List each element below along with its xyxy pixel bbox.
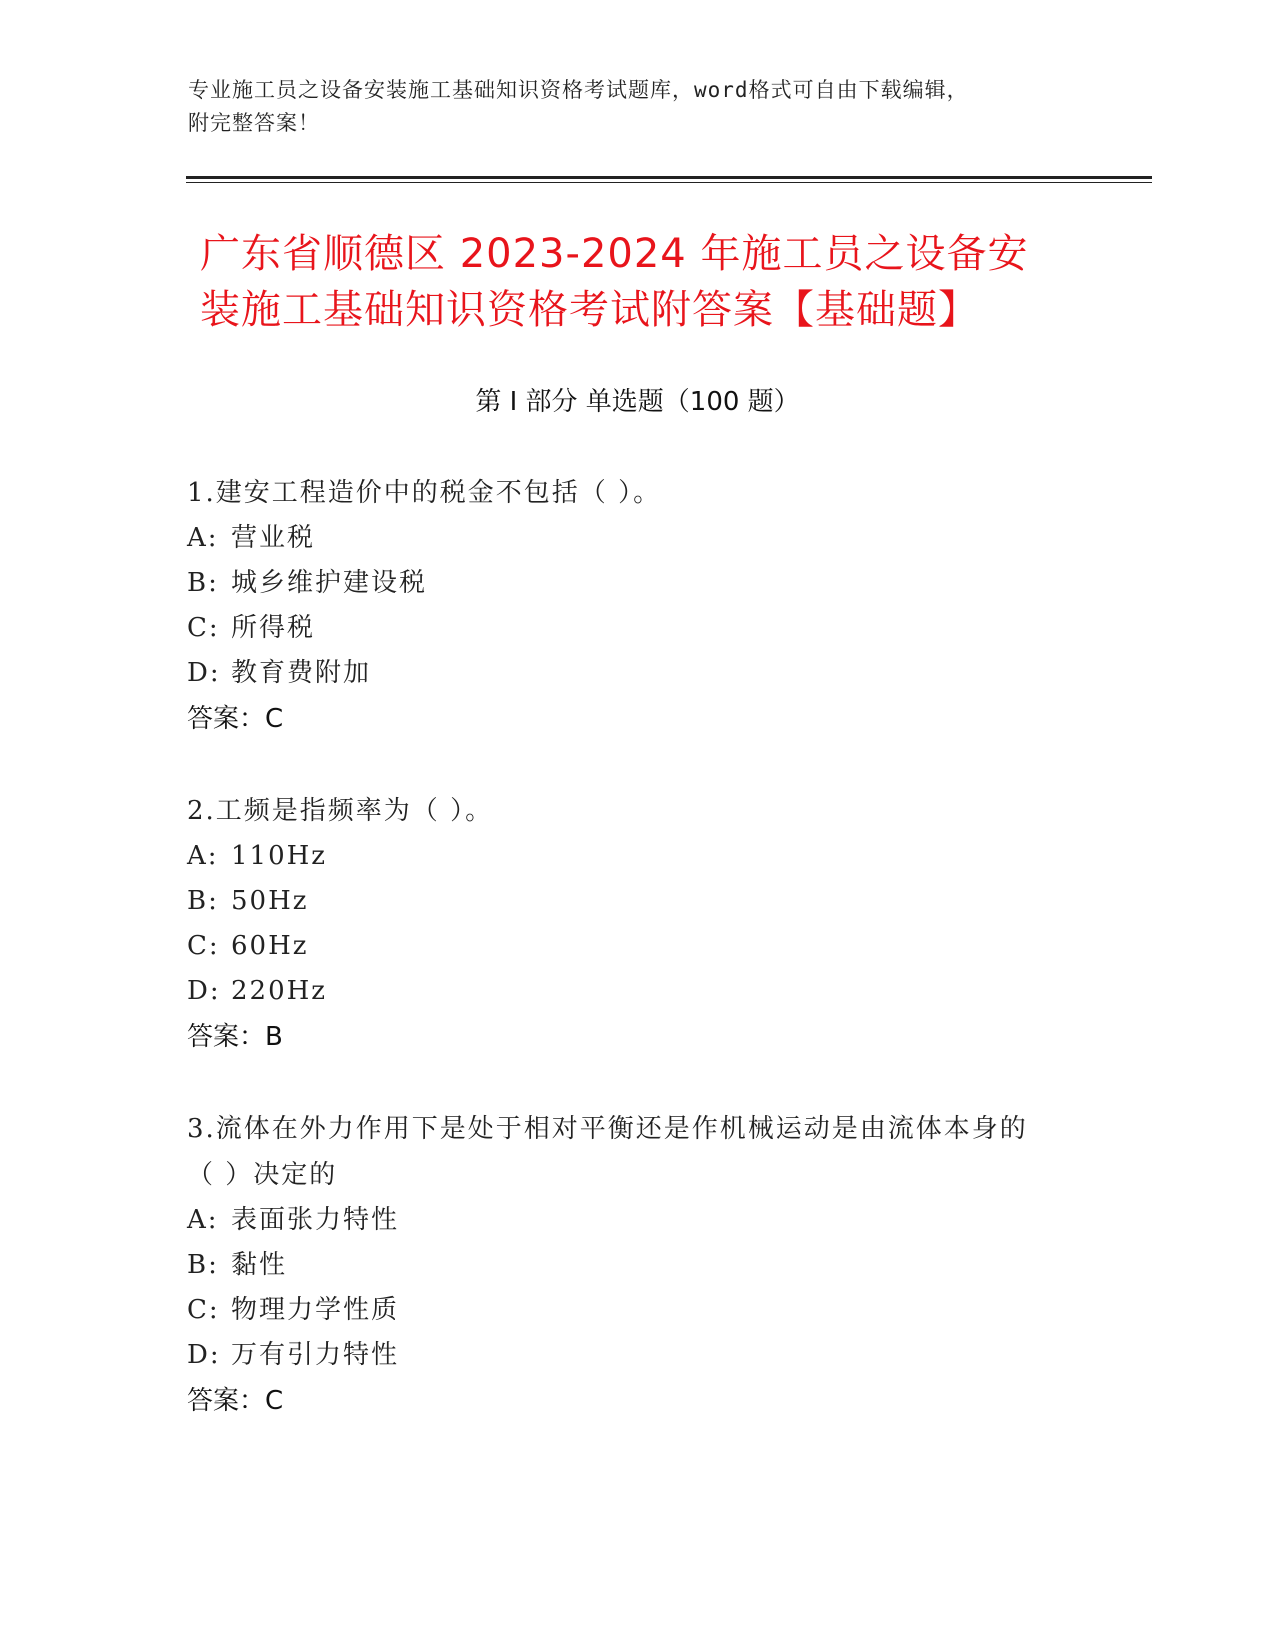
option-key: C: (187, 1295, 220, 1325)
option-a (187, 516, 1087, 561)
option-text: 城乡维护建设税 (231, 568, 428, 598)
question-1 (187, 470, 1087, 742)
option-a (187, 834, 1087, 879)
option-key: D: (187, 658, 221, 688)
question-2 (187, 788, 1087, 1060)
document-title-line-2: 装施工基础知识资格考试附答案【基础题】 (200, 287, 979, 333)
option-text: 教育费附加 (231, 658, 372, 688)
option-b (187, 561, 1087, 606)
option-key: B: (187, 886, 219, 916)
option-key: B: (187, 568, 219, 598)
header-divider-thick (186, 176, 1152, 179)
option-text: 物理力学性质 (231, 1295, 400, 1325)
option-key: B: (187, 1250, 219, 1280)
option-key: D: (187, 1340, 221, 1370)
document-title-line-1: 广东省顺德区 2023-2024 年施工员之设备安 (200, 231, 1029, 277)
option-key: A: (187, 523, 219, 553)
option-text: 60Hz (231, 931, 309, 961)
header-divider-thin (186, 182, 1152, 183)
option-d (187, 651, 1087, 696)
option-c (187, 606, 1087, 651)
document-title (200, 226, 1100, 338)
option-key: A: (187, 841, 219, 871)
option-key: D: (187, 976, 221, 1006)
option-b (187, 879, 1087, 924)
option-c (187, 1288, 1087, 1333)
option-key: C: (187, 613, 220, 643)
option-text: 所得税 (231, 613, 316, 643)
option-key: C: (187, 931, 220, 961)
option-text: 110Hz (231, 841, 327, 871)
option-d (187, 1333, 1087, 1378)
question-stem: 2.工频是指频率为（ ）。 (187, 796, 494, 826)
section-title: 第 I 部分 单选题（100 题） (475, 387, 800, 417)
header-note-line-2: 附完整答案！ (188, 111, 320, 135)
option-c (187, 924, 1087, 969)
header-note-line-1: 专业施工员之设备安装施工基础知识资格考试题库，word格式可自由下载编辑， (188, 78, 969, 102)
question-stem: 3.流体在外力作用下是处于相对平衡还是作机械运动是由流体本身的 (187, 1114, 1028, 1144)
option-text: 万有引力特性 (231, 1340, 400, 1370)
option-a (187, 1198, 1087, 1243)
option-d (187, 969, 1087, 1014)
option-text: 营业税 (231, 523, 316, 553)
option-key: A: (187, 1205, 219, 1235)
answer: 答案：C (187, 704, 284, 734)
answer: 答案：C (187, 1386, 284, 1416)
option-text: 黏性 (231, 1250, 288, 1280)
option-text: 50Hz (231, 886, 309, 916)
option-b (187, 1243, 1087, 1288)
answer: 答案：B (187, 1022, 283, 1052)
question-stem: 1.建安工程造价中的税金不包括（ ）。 (187, 478, 662, 508)
option-text: 220Hz (231, 976, 327, 1006)
question-stem-continued: （ ）决定的 (187, 1160, 338, 1190)
header-note (188, 74, 1068, 140)
option-text: 表面张力特性 (231, 1205, 400, 1235)
question-3 (187, 1106, 1087, 1424)
